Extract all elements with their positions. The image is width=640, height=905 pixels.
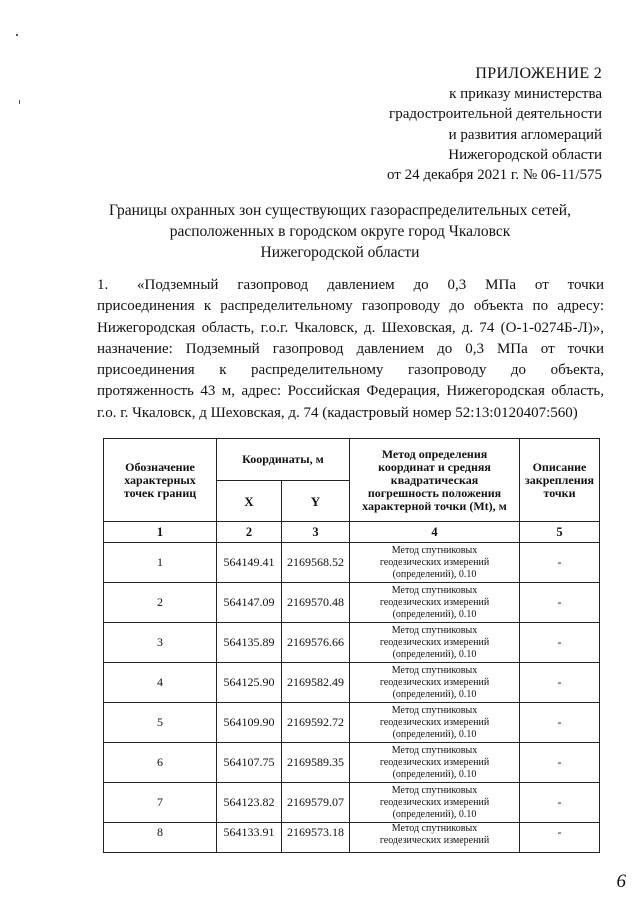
- title-line: расположенных в городском округе город Чкаловск: [169, 223, 511, 240]
- column-number: 3: [282, 522, 350, 543]
- header-description: Описание закрепления точки: [520, 439, 600, 522]
- cell-method: Метод спутниковых геодезических измерений (определений), 0.10: [350, 663, 520, 703]
- cell-description: -: [520, 583, 600, 623]
- paragraph-line: г.о. г. Чкаловск, д Шеховская, д. 74 (кадастровый номер 52:13:0120407:560): [97, 404, 578, 421]
- cell-point: 7: [104, 783, 217, 823]
- cell-point: 2: [104, 583, 217, 623]
- cell-method: Метод спутниковых геодезических измерений (определений), 0.10: [350, 703, 520, 743]
- paragraph-line: назначение: Подземный газопровод давлением до 0,3 МПа от точки: [97, 340, 604, 357]
- paragraph-line: [97, 275, 604, 296]
- table-row: [104, 663, 600, 703]
- item-paragraph: [97, 275, 604, 424]
- cell-method: Метод спутниковых геодезических измерений (определений), 0.10: [350, 623, 520, 663]
- table-row: [104, 543, 600, 583]
- cell-x: 564123.82: [217, 783, 282, 823]
- cell-method: Метод спутниковых геодезических измерений (определений), 0.10: [350, 783, 520, 823]
- cell-x: 564135.89: [217, 623, 282, 663]
- cell-x: 564109.90: [217, 703, 282, 743]
- paragraph-line: Нижегородская область, г.о.г. Чкаловск, д. Шеховская, д. 74 (О-1-0274Б-Л)»,: [97, 319, 604, 336]
- cell-method: Метод спутниковых геодезических измерений (определений), 0.10: [350, 743, 520, 783]
- cell-y: 2169573.18: [282, 823, 350, 853]
- document-title: [60, 200, 620, 263]
- column-number: 1: [104, 522, 217, 543]
- column-number: 2: [217, 522, 282, 543]
- scan-speck: [19, 100, 20, 104]
- appendix-line: и развития агломераций: [448, 126, 602, 143]
- header-coordinates: Координаты, м: [217, 439, 350, 481]
- table-row: [104, 703, 600, 743]
- appendix-line: к приказу министерства: [449, 86, 602, 103]
- cell-x: 564107.75: [217, 743, 282, 783]
- cell-point: 1: [104, 543, 217, 583]
- cell-description: -: [520, 783, 600, 823]
- header-y: Y: [282, 481, 350, 522]
- table-row: [104, 623, 600, 663]
- cell-y: 2169589.35: [282, 743, 350, 783]
- cell-point: 3: [104, 623, 217, 663]
- table-row: [104, 583, 600, 623]
- table-row: [104, 783, 600, 823]
- coordinates-table: [103, 438, 600, 853]
- cell-x: 564133.91: [217, 823, 282, 853]
- cell-point: 8: [104, 823, 217, 853]
- cell-point: 4: [104, 663, 217, 703]
- cell-description: -: [520, 543, 600, 583]
- paragraph-line: присоединения к распределительному газопроводу до объекта,: [97, 362, 604, 379]
- appendix-line: градостроительной деятельности: [389, 106, 602, 123]
- title-line: Нижегородской области: [260, 244, 420, 261]
- appendix-title: ПРИЛОЖЕНИЕ 2: [475, 65, 602, 82]
- cell-description: -: [520, 623, 600, 663]
- column-number: 4: [350, 522, 520, 543]
- item-number: 1.: [97, 277, 109, 293]
- appendix-line: от 24 декабря 2021 г. № 06-11/575: [386, 167, 602, 184]
- cell-x: 564125.90: [217, 663, 282, 703]
- table-row: [104, 743, 600, 783]
- table-header-row: [104, 439, 600, 481]
- cell-y: 2169582.49: [282, 663, 350, 703]
- cell-description: -: [520, 703, 600, 743]
- paragraph-line: присоединения к распределительному газопроводу до объекта по адресу:: [97, 298, 604, 315]
- appendix-header: [387, 64, 602, 185]
- cell-point: 5: [104, 703, 217, 743]
- cell-method: Метод спутниковых геодезических измерений (определений), 0.10: [350, 583, 520, 623]
- cell-y: 2169568.52: [282, 543, 350, 583]
- title-line: Границы охранных зон существующих газораспределительных сетей,: [109, 202, 571, 219]
- cell-x: 564149.41: [217, 543, 282, 583]
- cell-description: -: [520, 663, 600, 703]
- paragraph-line: протяженность 43 м, адрес: Российская Федерация, Нижегородская область,: [97, 383, 604, 400]
- cell-description: -: [520, 823, 600, 853]
- appendix-line: Нижегородской области: [448, 146, 602, 163]
- column-number: 5: [520, 522, 600, 543]
- paragraph-text: «Подземный газопровод давлением до 0,3 МПа от точки: [137, 277, 604, 293]
- cell-method: Метод спутниковых геодезических измерений: [350, 823, 520, 853]
- header-method: Метод определения координат и средняя квадратическая погрешность положения характерной точки (Mt), м: [350, 439, 520, 522]
- cell-y: 2169576.66: [282, 623, 350, 663]
- table-row: [104, 823, 600, 853]
- cell-method: Метод спутниковых геодезических измерений (определений), 0.10: [350, 543, 520, 583]
- cell-description: -: [520, 743, 600, 783]
- cell-y: 2169579.07: [282, 783, 350, 823]
- column-number-row: [104, 522, 600, 543]
- header-point: Обозначение характерных точек границ: [104, 439, 217, 522]
- cell-y: 2169592.72: [282, 703, 350, 743]
- scan-speck: [16, 34, 18, 36]
- page-number: 6: [616, 871, 626, 892]
- cell-x: 564147.09: [217, 583, 282, 623]
- header-x: X: [217, 481, 282, 522]
- cell-point: 6: [104, 743, 217, 783]
- cell-y: 2169570.48: [282, 583, 350, 623]
